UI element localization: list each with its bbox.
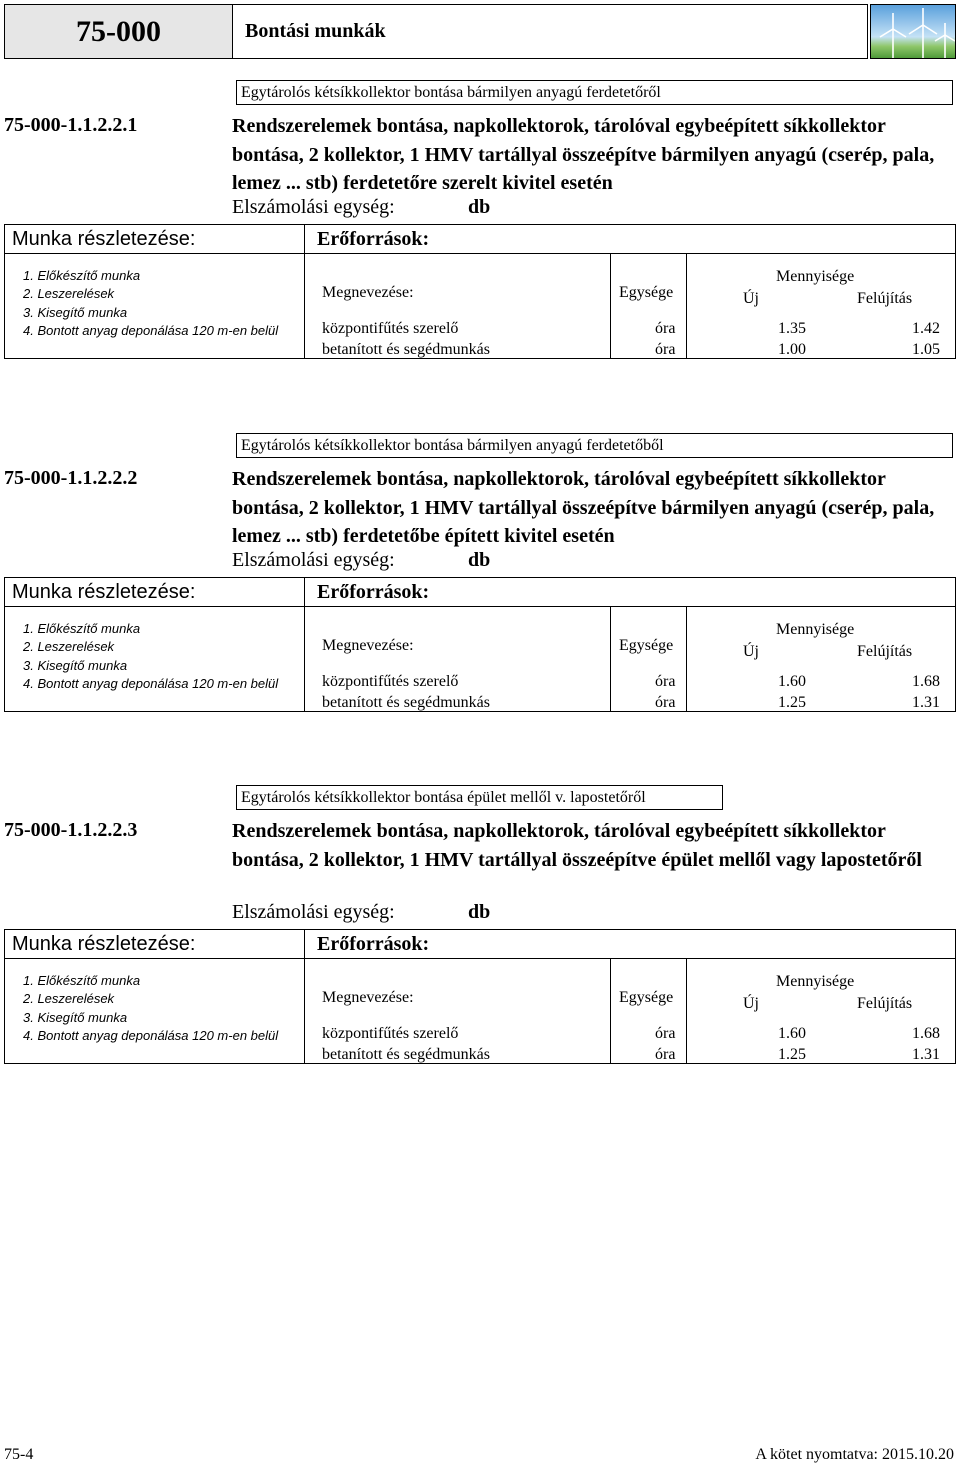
item-description: Rendszerelemek bontása, napkollektorok, tárolóval egybeépített síkkollektor bontása, 2 kollektor, 1 HMV tartállyal összeépítve bármilyen anyagú (cserép, pala, lemez ... stb) ferdetetőbe épített kivitel esetén [232,468,935,547]
item-description: Rendszerelemek bontása, napkollektorok, tárolóval egybeépített síkkollektor bontása, 2 kollektor, 1 HMV tartállyal összeépítve bármilyen anyagú (cserép, pala, lemez ... stb) ferdetetőre szerelt kivitel esetén [232,115,935,194]
billing-unit [232,901,491,924]
billing-unit-label: Elszámolási egység: [232,196,395,218]
quantity-column-header: Mennyisége [776,268,855,285]
resource-new-qty: 1.35 [778,320,806,337]
new-column-header: Új [743,995,759,1012]
item-subtitle: Egytárolós kétsíkkollektor bontása bármilyen anyagú ferdetetőről [236,80,953,105]
resource-unit: óra [655,341,676,358]
renovation-column-header: Felújítás [857,643,913,660]
work-details-heading: Munka részletezése: [4,224,304,253]
resource-new-qty: 1.60 [778,1025,806,1042]
resource-renov-qty: 1.31 [912,1046,940,1063]
resources-heading: Erőforrások: [304,224,956,253]
item-code: 75-000-1.1.2.2.1 [4,114,138,136]
list-item: 1. Előkészítő munka [23,621,141,636]
resource-new-qty: 1.00 [778,341,806,358]
table-row [0,694,960,715]
item-subtitle: Egytárolós kétsíkkollektor bontása épület mellől v. lapostetőről [236,785,723,810]
item-description: Rendszerelemek bontása, napkollektorok, tárolóval egybeépített síkkollektor bontása, 2 kollektor, 1 HMV tartállyal összeépítve épület mellől vagy lapostetőről [232,820,922,871]
name-column-header: Megnevezése: [322,989,414,1006]
resource-renov-qty: 1.68 [912,1025,940,1042]
list-item: 4. Bontott anyag deponálása 120 m-en belül [23,322,279,338]
page-number: 75-4 [4,1446,34,1463]
unit-column-header: Egysége [619,637,674,654]
unit-column-header: Egysége [619,989,674,1006]
table-row [0,320,960,341]
resource-unit: óra [655,1046,676,1063]
name-column-header: Megnevezése: [322,284,414,301]
table-row [0,673,960,694]
list-item: 3. Kisegítő munka [23,657,128,673]
chapter-code: 75-000 [4,4,233,59]
quantity-column-header: Mennyisége [776,621,855,638]
list-item: 1. Előkészítő munka [23,268,141,283]
resource-renov-qty: 1.31 [912,694,940,711]
work-details-heading: Munka részletezése: [4,929,304,958]
list-item: 2. Leszerelések [23,286,115,302]
list-item: 2. Leszerelések [23,991,115,1007]
renovation-column-header: Felújítás [857,290,913,307]
resource-unit: óra [655,1025,676,1042]
item-code: 75-000-1.1.2.2.3 [4,819,138,841]
list-item: 3. Kisegítő munka [23,1009,128,1025]
billing-unit-label: Elszámolási egység: [232,901,395,923]
resource-new-qty: 1.60 [778,673,806,690]
wind-turbine-logo-icon [870,4,956,59]
resource-new-qty: 1.25 [778,694,806,711]
print-date: A kötet nyomtatva: 2015.10.20 [755,1446,954,1463]
resource-new-qty: 1.25 [778,1046,806,1063]
resource-renov-qty: 1.42 [912,320,940,337]
billing-unit [232,196,491,219]
list-item: 2. Leszerelések [23,639,115,655]
item-subtitle: Egytárolós kétsíkkollektor bontása bármilyen anyagú ferdetetőből [236,433,953,458]
billing-unit-value: db [468,196,491,218]
item-section-3 [0,785,960,1085]
billing-unit [232,549,491,572]
resource-renov-qty: 1.05 [912,341,940,358]
resource-unit: óra [655,673,676,690]
new-column-header: Új [743,290,759,307]
renovation-column-header: Felújítás [857,995,913,1012]
resource-renov-qty: 1.68 [912,673,940,690]
resources-heading: Erőforrások: [304,929,956,958]
item-section-1 [0,80,960,380]
table-row [0,341,960,362]
name-column-header: Megnevezése: [322,637,414,654]
item-code: 75-000-1.1.2.2.2 [4,467,138,489]
resource-name: központifűtés szerelő [322,1025,459,1042]
quantity-column-header: Mennyisége [776,973,855,990]
work-details-heading: Munka részletezése: [4,577,304,606]
resource-name: betanított és segédmunkás [322,1046,490,1063]
table-row [0,1046,960,1067]
table-row [0,1025,960,1046]
unit-column-header: Egysége [619,284,674,301]
resources-heading: Erőforrások: [304,577,956,606]
list-item: 1. Előkészítő munka [23,973,141,988]
list-item: 4. Bontott anyag deponálása 120 m-en belül [23,1027,279,1043]
resource-name: központifűtés szerelő [322,320,459,337]
list-item: 3. Kisegítő munka [23,304,128,320]
billing-unit-label: Elszámolási egység: [232,549,395,571]
billing-unit-value: db [468,549,491,571]
resource-name: betanított és segédmunkás [322,341,490,358]
new-column-header: Új [743,643,759,660]
resource-name: központifűtés szerelő [322,673,459,690]
chapter-title: Bontási munkák [233,4,868,59]
billing-unit-value: db [468,901,491,923]
resource-name: betanított és segédmunkás [322,694,490,711]
resource-unit: óra [655,320,676,337]
item-section-2 [0,433,960,733]
resource-unit: óra [655,694,676,711]
list-item: 4. Bontott anyag deponálása 120 m-en belül [23,675,279,691]
